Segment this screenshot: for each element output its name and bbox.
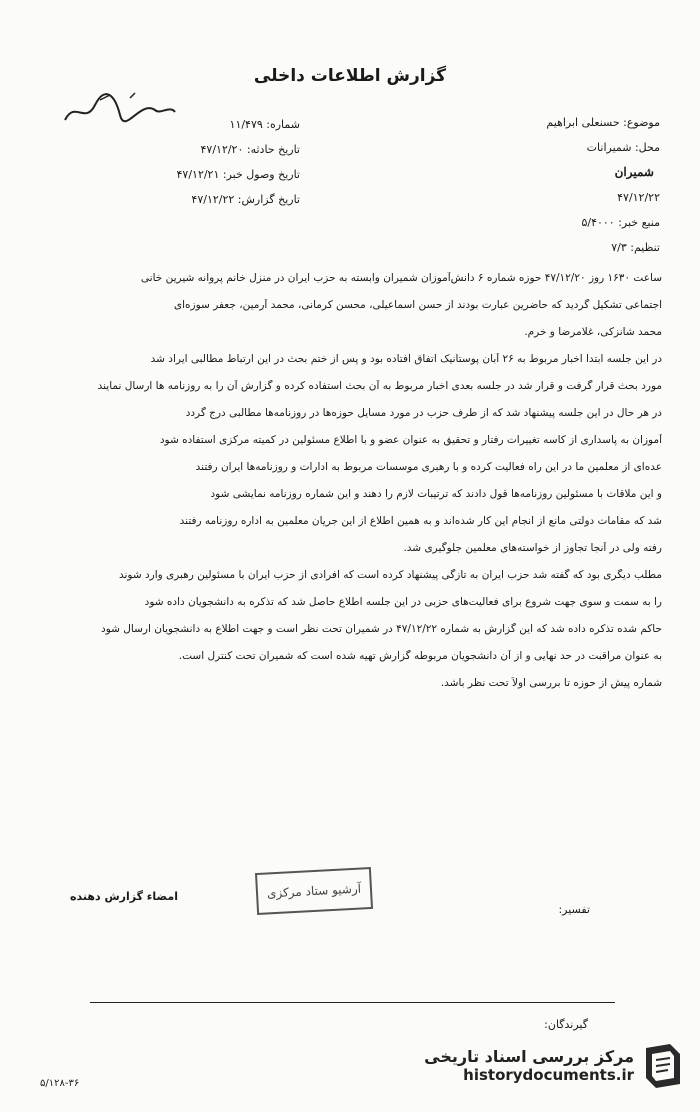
watermark-url: historydocuments.ir — [463, 1065, 634, 1084]
event-date-field: تاریخ حادثه: ۴۷/۱۲/۲۰ — [200, 143, 300, 156]
body-line: به عنوان مراقبت در حد نهایی و از آن دانشجویان مربوطه گزارش تهیه شده است که شمیران تحت کنترل است. — [178, 650, 662, 662]
body-line: عده‌ای از معلمین ما در این راه فعالیت کرده و با رهبری موسسات مربوط به ادارات و روزنامه‌ها ایران رفتند — [195, 461, 662, 473]
report-date-field: تاریخ گزارش: ۴۷/۱۲/۲۲ — [191, 193, 300, 206]
interpretation-label: تفسیر: — [558, 903, 590, 916]
watermark-title: مرکز بررسی اسناد تاریخی — [424, 1046, 634, 1066]
subject-field: موضوع: حسنعلی ابراهیم — [546, 116, 660, 129]
signature-label: امضاء گزارش دهنده — [70, 890, 178, 903]
copy-field: تنظیم: ۷/۳ — [611, 241, 660, 254]
body-line: رفته ولی در آنجا تجاوز از خواسته‌های معلمین جلوگیری شد. — [403, 542, 662, 554]
body-line: شد که مقامات دولتی مانع از انجام این کار شده‌اند و به همین اطلاع از این جریان معلمین به اداره روزنامه رفتند — [179, 515, 662, 527]
receipt-date-field: تاریخ وصول خبر: ۴۷/۱۲/۲۱ — [176, 168, 300, 181]
body-line: و این ملاقات با مسئولین روزنامه‌ها قول دادند که ترتیبات لازم را دهند و این شماره روزنامه نمایشی شود — [210, 488, 662, 500]
body-line: حاکم شده تذکره داده شد که این گزارش به شماره ۴۷/۱۲/۲۲ در شمیران تحت نظر است و جهت اطلاع به دانشجویان ارسال شود — [101, 623, 662, 635]
meta-right — [360, 110, 660, 260]
body-line: در هر حال در این جلسه پیشنهاد شد که از طرف حزب در مورد مسایل حوزه‌ها در روزنامه‌ها مطالبی درج گردد — [185, 407, 662, 419]
document-code: ۵/۱۲۸-۳۶ — [40, 1078, 80, 1089]
place-handwritten — [360, 160, 660, 185]
page-title: گزارش اطلاعات داخلی — [253, 66, 447, 86]
archive-logo-icon — [640, 1040, 686, 1090]
body-line: مورد بحث قرار گرفت و قرار شد در جلسه بعدی اخبار مربوط به آن بحث استفاده کرده و گزارش آن را به روزنامه ها ارسال نمایند — [97, 380, 662, 392]
report-body — [38, 272, 662, 704]
body-line: آموزان به پاسداری از کاسه تغییرات رفتار و تحقیق به عنوان عضو و با اطلاع مسئولین در کمیته مرکزی استفاده شود — [159, 434, 662, 446]
source-field: منبع خبر: ۵/۴۰۰۰ — [581, 216, 660, 229]
date-line: ۴۷/۱۲/۲۲ — [617, 191, 660, 204]
body-line: محمد شانزکی، غلامرضا و خرم. — [524, 326, 662, 338]
meta-left — [40, 112, 300, 212]
place-field: محل: شمیرانات — [586, 141, 660, 154]
receivers-label: گیرندگان: — [544, 1018, 588, 1031]
body-line: شماره پیش از حوزه تا بررسی اولاً تحت نظر باشد. — [440, 677, 662, 689]
body-line: مطلب دیگری بود که گفته شد حزب ایران به تازگی پیشنهاد کرده است که افرادی از حزب ایران با مسئولین رهبری وارد شوند — [118, 569, 662, 581]
body-line: را به سمت و سوی جهت شروع برای فعالیت‌های حزبی در این جلسه اطلاع حاصل شد که تذکره به دانشجویان داده شود — [144, 596, 662, 608]
number-field: شماره: ۱۱/۴۷۹ — [229, 118, 300, 131]
watermark — [424, 1040, 686, 1090]
body-line: در این جلسه ابتدا اخبار مربوط به ۲۶ آبان پوستانیک اتفاق افتاده بود و پس از ختم بحث در این ارتباط مطالبی ایراد شد — [150, 353, 662, 365]
body-line: اجتماعی تشکیل گردید که حاضرین عبارت بودند از حسن اسماعیلی، محسن کرمانی، محمد آرمین، جعفر سوزه‌ای — [173, 299, 662, 311]
archive-stamp: آرشیو ستاد مرکزی — [255, 867, 373, 915]
divider — [90, 1002, 615, 1003]
body-line: ساعت ۱۶۳۰ روز ۴۷/۱۲/۲۰ حوزه شماره ۶ دانش‌آموزان شمیران وابسته به حزب ایران در منزل خانم پروانه شیرین خانی — [140, 272, 662, 284]
place-handwritten-text: شمیران — [614, 165, 654, 179]
